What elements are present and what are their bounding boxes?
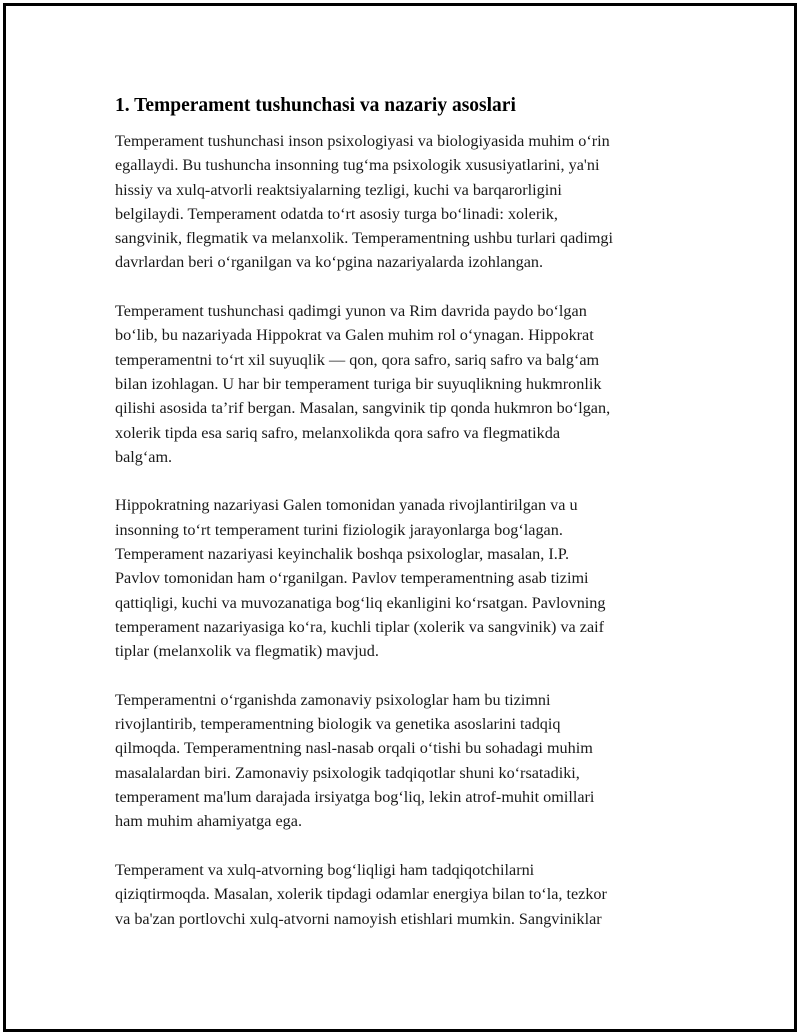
paragraph-line: temperament ma'lum darajada irsiyatga bogʻliq, lekin atrof-muhit omillari (115, 788, 595, 807)
paragraph-line: masalalardan biri. Zamonaviy psixologik tadqiqotlar shuni koʻrsatadiki, (115, 763, 580, 782)
paragraph-line: sangvinik, flegmatik va melanxolik. Temperamentning ushbu turlari qadimgi (115, 229, 614, 248)
paragraph (115, 493, 695, 663)
paragraph-line: bilan izohlagan. U har bir temperament turiga bir suyuqlikning hukmronlik (115, 374, 602, 393)
paragraph-line: boʻlib, bu nazariyada Hippokrat va Galen muhim rol oʻynagan. Hippokrat (115, 326, 594, 345)
paragraph-line: Hippokratning nazariyasi Galen tomonidan yanada rivojlantirilgan va u (115, 496, 578, 515)
paragraph (115, 129, 695, 275)
paragraph-line: hissiy va xulq-atvorli reaktsiyalarning tezligi, kuchi va barqarorligini (115, 180, 562, 199)
paragraph-line: balgʻam. (115, 447, 173, 466)
paragraph-line: egallaydi. Bu tushuncha insonning tugʻma psixologik xususiyatlarini, ya'ni (115, 156, 600, 175)
paragraph-line: va ba'zan portlovchi xulq-atvorni namoyish etishlari mumkin. Sangviniklar (115, 909, 602, 928)
paragraph-line: temperament nazariyasiga koʻra, kuchli tiplar (xolerik va sangvinik) va zaif (115, 617, 605, 636)
document-body (115, 94, 695, 955)
paragraph-line: davrlardan beri oʻrganilgan va koʻpgina nazariyalarda izohlangan. (115, 253, 544, 272)
paragraph (115, 299, 695, 469)
paragraph-line: Temperamentni oʻrganishda zamonaviy psixologlar ham bu tizimni (115, 690, 551, 709)
paragraph-line: Temperament va xulq-atvorning bogʻliqligi ham tadqiqotchilarni (115, 860, 535, 879)
paragraph-line: rivojlantirib, temperamentning biologik va genetika asoslarini tadqiq (115, 715, 561, 734)
paragraph-line: tiplar (melanxolik va flegmatik) mavjud. (115, 642, 379, 661)
paragraph-line: Temperament tushunchasi qadimgi yunon va Rim davrida paydo boʻlgan (115, 302, 587, 321)
paragraph (115, 858, 695, 931)
paragraph-line: Temperament tushunchasi inson psixologiyasi va biologiyasida muhim oʻrin (115, 132, 610, 150)
paragraph-line: xolerik tipda esa sariq safro, melanxolikda qora safro va flegmatikda (115, 423, 560, 442)
paragraph-line: ham muhim ahamiyatga ega. (115, 812, 302, 831)
paragraph (115, 688, 695, 834)
paragraph-line: qiziqtirmoqda. Masalan, xolerik tipdagi odamlar energiya bilan toʻla, tezkor (115, 885, 607, 904)
paragraph-line: Pavlov tomonidan ham oʻrganilgan. Pavlov temperamentning asab tizimi (115, 569, 589, 588)
paragraph-list (115, 129, 695, 931)
paragraph-line: qilmoqda. Temperamentning nasl-nasab orqali oʻtishi bu sohadagi muhim (115, 739, 593, 758)
paragraph-line: belgilaydi. Temperament odatda toʻrt asosiy turga boʻlinadi: xolerik, (115, 204, 558, 223)
paragraph-line: qattiqligi, kuchi va muvozanatiga bogʻliq ekanligini koʻrsatgan. Pavlovning (115, 593, 606, 612)
section-heading: 1. Temperament tushunchasi va nazariy asoslari (115, 95, 516, 116)
paragraph-line: Temperament nazariyasi keyinchalik boshqa psixologlar, masalan, I.P. (115, 545, 570, 564)
paragraph-line: insonning toʻrt temperament turini fiziologik jarayonlarga bogʻlagan. (115, 520, 563, 539)
paragraph-line: temperamentni toʻrt xil suyuqlik — qon, qora safro, sariq safro va balgʻam (115, 350, 600, 369)
paragraph-line: qilishi asosida taʼrif bergan. Masalan, sangvinik tip qonda hukmron boʻlgan, (115, 399, 611, 418)
